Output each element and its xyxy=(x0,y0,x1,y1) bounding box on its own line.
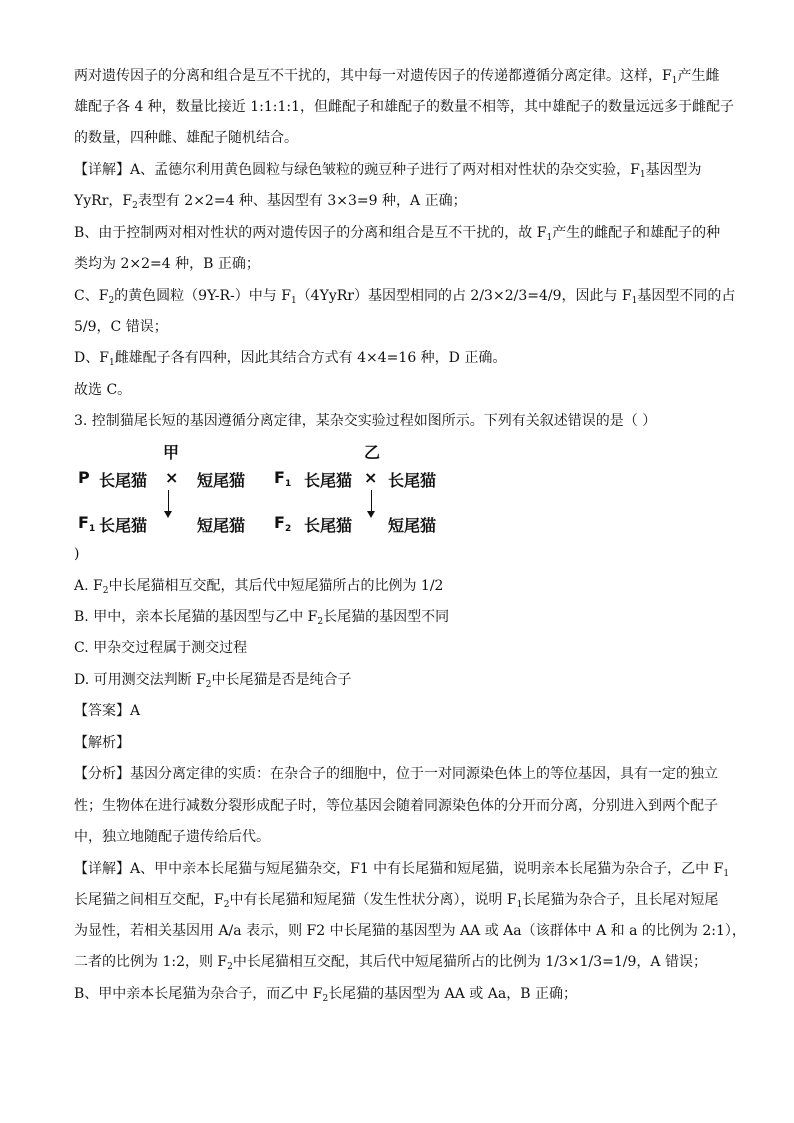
detail-prev-c2: 5/9，C 错误； xyxy=(74,319,168,335)
diagram-f1-right: 长尾猫 xyxy=(388,471,437,490)
diagram-cross-symbol: × xyxy=(165,468,179,487)
detail-prev-conclusion: 故选 C。 xyxy=(74,382,132,398)
diagram-f1-left: 长尾猫 xyxy=(304,471,353,490)
fenxi-line-2: 性；生物体在进行减数分裂形成配子时，等位基因会随着同源染色体的分开而分离，分别进入到两个配子 xyxy=(74,798,718,814)
detail-prev-b1: B、由于控制两对相对性状的两对遗传因子的分离和组合是互不干扰的，故 $F_1$产生的雌配子和雄配子的种 xyxy=(74,225,721,243)
diagram-p-label: P xyxy=(78,468,90,487)
diagram-f2-left: 长尾猫 xyxy=(304,516,353,535)
diagram-p-left: 长尾猫 xyxy=(99,471,148,490)
diagram-label-yi: 乙 xyxy=(364,443,381,462)
option-b: B. 甲中，亲本长尾猫的基因型与乙中 $F_2$长尾猫的基因型不同 xyxy=(74,609,450,627)
question-close-paren: ) xyxy=(74,546,80,562)
detail-line-4: 二者的比例为 1:2，则 $F_2$中长尾猫相互交配，其后代中短尾猫所占的比例为 1/3×1/3=1/9，A 错误； xyxy=(74,954,707,972)
intro-line-2: 雄配子各 4 种，数量比接近 1:1:1:1，但雌配子和雄配子的数量不相等，其中雄配子的数量远远多于雌配子 xyxy=(74,99,735,115)
analysis-heading: 【解析】 xyxy=(74,735,130,751)
fenxi-line-1: 【分析】基因分离定律的实质：在杂合子的细胞中，位于一对同源染色体上的等位基因，具有一定的独立 xyxy=(74,766,718,782)
answer: 【答案】A xyxy=(74,703,141,719)
detail-prev-b2: 类均为 2×2=4 种，B 正确； xyxy=(74,256,260,272)
diagram-f2-right: 短尾猫 xyxy=(388,516,437,535)
option-a: A. $F_2$中长尾猫相互交配，其后代中短尾猫所占的比例为 1/2 xyxy=(74,578,444,596)
intro-line-1: 两对遗传因子的分离和组合是互不干扰的，其中每一对遗传因子的传递都遵循分离定律。这样，$F_1$产生雌 xyxy=(74,68,720,86)
diagram-f2-label: $F_2$ xyxy=(274,513,292,534)
diagram-r1-right: 短尾猫 xyxy=(197,516,246,535)
detail-prev-c1: C、$F_2$的黄色圆粒（9Y-R-）中与 $F_1(4YyRr)$基因型相同的占 2/3×2/3=4/9，因此与 $F_1$基因型不同的占 xyxy=(74,288,736,306)
option-c: C. 甲杂交过程属于测交过程 xyxy=(74,640,248,656)
question-stem: 3. 控制猫尾长短的基因遵循分离定律，某杂交实验过程如图所示。下列有关叙述错误的是（ ） xyxy=(74,413,657,429)
diagram-f1-label: $F_1$ xyxy=(274,468,292,489)
diagram-arrow-yi xyxy=(371,490,372,512)
option-d: D. 可用测交法判断 $F_2$中长尾猫是否是纯合子 xyxy=(74,672,352,690)
detail-prev-a2: YyRr，$F_2$表型有 2×2=4 种、基因型有 3×3=9 种，A 正确； xyxy=(74,193,467,211)
diagram-r1-label: $F_1$ xyxy=(78,513,96,534)
detail-prev-a1: 【详解】A、孟德尔利用黄色圆粒与绿色皱粒的豌豆种子进行了两对相对性状的杂交实验，$F_1$基因型为 xyxy=(74,162,702,180)
diagram-r1-left: 长尾猫 xyxy=(99,516,148,535)
detail-line-3: 为显性，若相关基因用 A/a 表示，则 F2 中长尾猫的基因型为 AA 或 Aa（该群体中 A 和 a 的比例为 2:1）， xyxy=(74,923,746,939)
detail-line-1: 【详解】A、甲中亲本长尾猫与短尾猫杂交，F1 中有长尾猫和短尾猫，说明亲本长尾猫为杂合子，乙中 $F_1$ xyxy=(74,861,730,879)
diagram-p-right: 短尾猫 xyxy=(197,471,246,490)
diagram-cross-symbol: × xyxy=(364,468,378,487)
intro-line-3: 的数量，四种雌、雄配子随机结合。 xyxy=(74,130,298,146)
detail-line-5: B、甲中亲本长尾猫为杂合子，而乙中 $F_2$长尾猫的基因型为 AA 或 Aa，B 正确； xyxy=(74,986,577,1004)
diagram-label-jia: 甲 xyxy=(163,443,180,462)
diagram-arrow-jia xyxy=(168,490,169,512)
detail-line-2: 长尾猫之间相互交配，$F_2$中有长尾猫和短尾猫（发生性状分离），说明 $F_1$长尾猫为杂合子，且长尾对短尾 xyxy=(74,892,719,910)
detail-prev-d1: D、$F_1$雌雄配子各有四种，因此其结合方式有 4×4=16 种，D 正确。 xyxy=(74,350,507,368)
fenxi-line-3: 中，独立地随配子遗传给后代。 xyxy=(74,829,270,845)
